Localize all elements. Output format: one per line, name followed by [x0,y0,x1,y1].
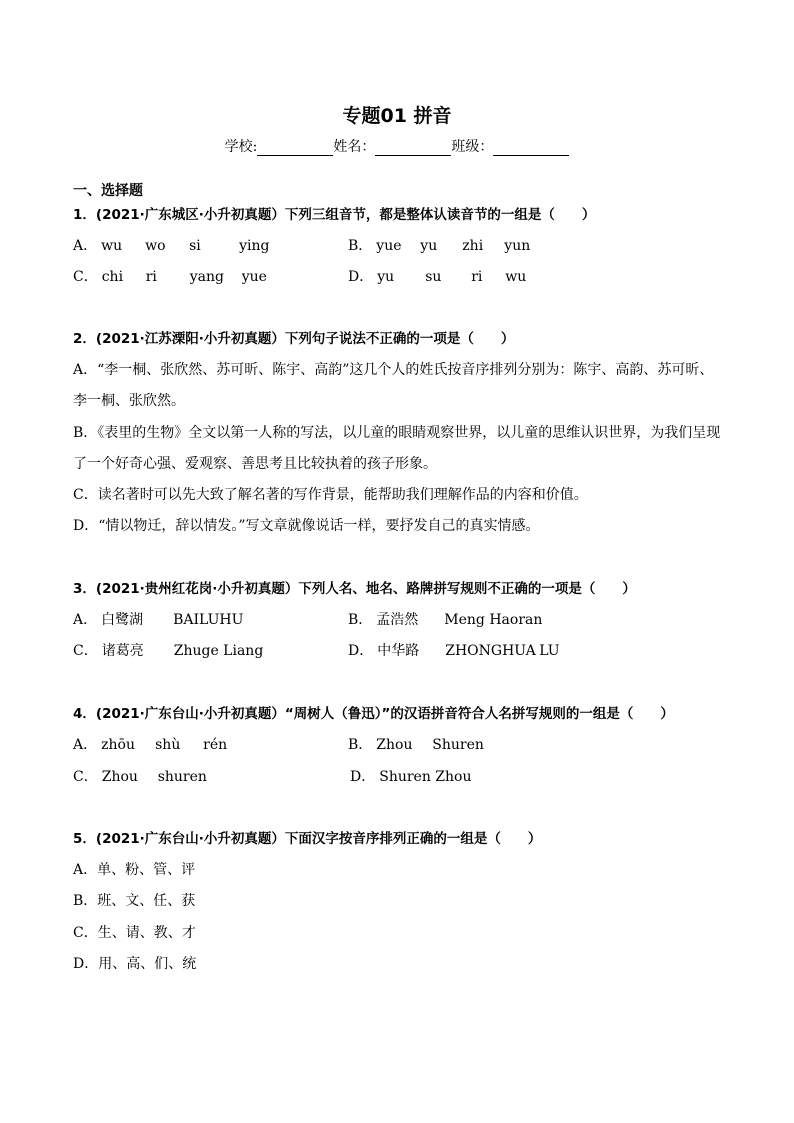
question-5-option-a[interactable]: A．单、粉、管、评 [73,862,196,878]
question-1-stem: 1．(2021·广东城区·小升初真题）下列三组音节，都是整体认读音节的一组是（ ） [73,207,596,223]
question-2-option-d[interactable]: D．“情以物迁，辞以情发。”写文章就像说话一样，要抒发自己的真实情感。 [73,518,540,534]
option-token: yue [376,238,402,254]
option-token: BAILUHU [173,612,244,628]
option-token: rén [203,737,228,753]
option-token: su [425,269,442,285]
option-label: B． [348,238,373,254]
question-3-option-c[interactable] [73,642,263,660]
question-5-stem: 5．(2021·广东台山·小升初真题）下面汉字按音序排列正确的一组是（ ） [73,831,542,847]
option-token: yue [241,269,267,285]
question-1-option-d[interactable] [348,268,526,286]
option-label: D． [348,269,374,285]
option-token: Zhuge Liang [173,643,264,659]
option-token: Zhou [101,769,138,785]
question-3-option-a[interactable] [73,611,243,629]
question-2-option-a-cont: 李一桐、张欣然。 [73,393,185,409]
question-3-option-d[interactable] [348,642,560,660]
option-token: ying [239,238,270,254]
option-token: Shuren [432,737,484,753]
option-label: A． [73,238,98,254]
class-label: 班级： [451,139,494,155]
option-label: A． [73,737,98,753]
question-1-option-b[interactable] [348,237,530,255]
name-blank[interactable] [375,140,451,156]
question-2-option-b[interactable]: B．《表里的生物》全文以第一人称的写法，以儿童的眼睛观察世界，以儿童的思维认识世界，为我们呈现 [73,425,721,441]
option-token: Zhou [376,737,413,753]
option-token: chi [101,269,124,285]
option-label: C． [73,269,98,285]
option-token: ri [471,269,483,285]
option-token: yu [377,269,395,285]
question-4-option-c[interactable] [73,768,207,786]
question-4-stem: 4．(2021·广东台山·小升初真题）“周树人（鲁迅）”的汉语拼音符合人名拼写规则的一组是（ ） [73,706,674,722]
option-label: B． [348,737,373,753]
section-heading: 一、选择题 [73,183,143,199]
question-3-stem: 3．(2021·贵州红花岗·小升初真题）下列人名、地名、路牌拼写规则不正确的一项是（ ） [73,581,636,597]
option-token: yang [189,269,224,285]
option-token: shuren [157,769,207,785]
question-3-option-b[interactable] [348,611,542,629]
option-label: D． [350,769,376,785]
option-token: Shuren Zhou [379,769,472,785]
question-2-stem: 2．(2021·江苏溧阳·小升初真题）下列句子说法不正确的一项是（ ） [73,331,515,347]
option-token: 白鹭湖 [101,612,144,628]
option-label: B． [348,612,373,628]
option-token: 中华路 [377,643,420,659]
option-token: wu [505,269,527,285]
option-label: D． [348,643,374,659]
question-4-option-b[interactable] [348,736,484,754]
option-token: wo [145,238,166,254]
option-label: C． [73,643,98,659]
question-5-option-d[interactable]: D．用、高、们、统 [73,956,197,972]
school-label: 学校: [224,139,258,155]
option-token: wu [101,238,123,254]
question-2-option-a[interactable]: A．“李一桐、张欣然、苏可昕、陈宇、高韵”这几个人的姓氏按音序排列分别为：陈宇、高韵、苏可昕、 [73,362,714,378]
question-5-option-b[interactable]: B．班、文、任、获 [73,893,196,909]
option-label: A． [73,612,98,628]
option-token: LU [539,643,560,659]
option-token: Meng Haoran [444,612,543,628]
question-4-option-a[interactable] [73,736,227,754]
option-label: C． [73,769,98,785]
student-info-line [0,138,794,156]
option-token: zhōu [101,737,135,753]
question-5-option-c[interactable]: C．生、请、教、才 [73,925,196,941]
question-2-option-c[interactable]: C．读名著时可以先大致了解名著的写作背景，能帮助我们理解作品的内容和价值。 [73,487,588,503]
option-token: ZHONGHUA [445,643,536,659]
option-token: ri [145,269,157,285]
option-token: si [189,238,201,254]
page-title: 专题01 拼音 [342,105,452,127]
name-label: 姓名： [333,139,376,155]
question-4-option-d[interactable] [350,768,472,786]
question-1-option-c[interactable] [73,268,267,286]
option-token: yu [420,238,438,254]
option-token: shù [155,737,181,753]
school-blank[interactable] [257,140,333,156]
class-blank[interactable] [493,140,569,156]
option-token: 诸葛亮 [101,643,144,659]
question-2-option-b-cont: 了一个好奇心强、爱观察、善思考且比较执着的孩子形象。 [73,456,437,472]
option-token: zhi [462,238,484,254]
option-token: 孟浩然 [376,612,419,628]
option-token: yun [504,238,531,254]
question-1-option-a[interactable] [73,237,270,255]
